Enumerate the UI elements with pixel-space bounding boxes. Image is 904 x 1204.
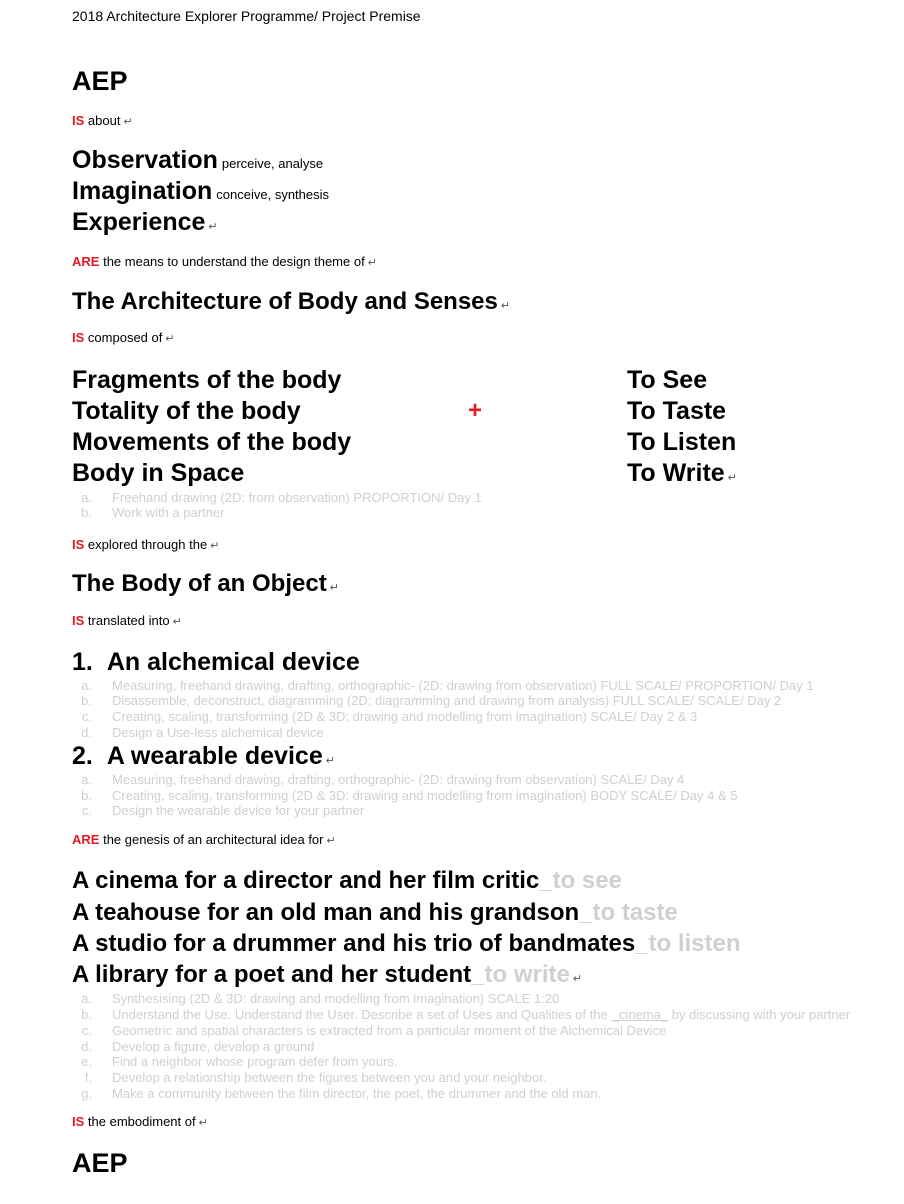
note-item [72,709,697,724]
project-main: A library for a poet and her student [72,961,472,988]
paragraph-mark: ↵ [172,616,182,628]
project-library [72,961,582,989]
triad-word: Experience [72,208,206,236]
triad-observation [72,146,323,175]
paragraph-mark: ↵ [500,300,511,312]
note-item [72,1039,314,1054]
connector-keyword: IS [72,330,85,345]
connector-keyword: ARE [72,832,100,847]
note-item [72,505,224,520]
note-letter: a. [81,678,92,693]
connector-text: composed of [87,330,163,345]
note-text: Develop a relationship between the figures between you and your neighbor. [112,1070,547,1085]
connector-is-about [72,113,133,128]
note-letter: b. [81,788,92,803]
note-item [72,1007,850,1022]
note-item [72,803,364,818]
paragraph-mark: ↵ [123,116,133,128]
note-item [72,1023,666,1038]
project-cinema [72,867,622,895]
note-letter: g. [81,1086,92,1101]
body-item: Fragments of the body [72,366,342,394]
project-ghost: _to listen [635,930,741,957]
paragraph-mark: ↵ [367,257,377,269]
project-main: A teahouse for an old man and his grandson [72,899,580,926]
connector-is-translated [72,613,182,628]
connector-keyword: IS [72,537,85,552]
note-letter: e. [81,1054,92,1069]
note-item [72,693,781,708]
note-text: Measuring, freehand drawing, drafting, orthographic- (2D: drawing from observation) FULL SCALE/ PROPORTION/ Day 1 [112,678,814,693]
project-studio [72,930,741,958]
paragraph-mark: ↵ [727,472,737,484]
note-text: Find a neighbor whose program defer from yours. [112,1054,398,1069]
body-item: Movements of the body [72,428,352,456]
note-text: Creating, scaling, transforming (2D & 3D: drawing and modelling from imagination) BODY SCALE/ Day 4 & 5 [112,788,738,803]
connector-are-means [72,254,377,269]
device-wearable [72,742,335,771]
note-text-tail: by discussing with your partner [668,1007,851,1022]
project-main: A studio for a drummer and his trio of bandmates [72,930,636,957]
connector-is-explored [72,537,219,552]
note-item [72,490,482,505]
connector-keyword: IS [72,113,85,128]
paragraph-mark: ↵ [198,1117,208,1129]
connector-text: explored through the [87,537,208,552]
theme-heading [72,288,510,316]
device-number: 1. [72,648,93,676]
note-letter: a. [81,772,92,787]
document-header: 2018 Architecture Explorer Programme/ Project Premise [72,8,421,24]
connector-are-genesis [72,832,336,847]
note-letter: d. [81,725,92,740]
note-text: Measuring, freehand drawing, drafting, orthographic- (2D: drawing from observation) SCALE/ Day 4 [112,772,685,787]
triad-sub: conceive, synthesis [216,187,330,202]
triad-word: Observation [72,146,218,174]
device-title: A wearable device [106,742,323,770]
note-text: Freehand drawing (2D: from observation) PROPORTION/ Day 1 [112,490,482,505]
connector-keyword: IS [72,1114,85,1129]
connector-text: about [87,113,121,128]
connector-is-embodiment [72,1114,208,1129]
note-letter: b. [81,693,92,708]
note-text: Understand the Use. Understand the User. Describe a set of Uses and Qualities of the [112,1007,608,1022]
note-text: Design a Use-less alchemical device [112,725,324,740]
device-number: 2. [72,742,93,770]
note-letter: a. [81,991,92,1006]
note-underlined: _cinema_ [611,1007,669,1022]
note-item [72,991,559,1006]
note-text: Design the wearable device for your partner [112,803,365,818]
body-item: Totality of the body [72,397,301,425]
project-ghost: _to see [539,867,622,894]
triad-imagination [72,177,329,206]
note-item [72,772,684,787]
paragraph-mark: ↵ [210,540,220,552]
note-text: Synthesising (2D & 3D: drawing and modelling from imagination) SCALE 1:20 [112,991,560,1006]
note-item [72,678,814,693]
note-text: Make a community between the film director, the poet, the drummer and the old man. [112,1086,602,1101]
project-teahouse [72,899,678,927]
connector-keyword: IS [72,613,85,628]
note-letter: b. [81,505,92,520]
triad-word: Imagination [72,177,213,205]
note-letter: a. [81,490,92,505]
title-aep-closing: AEP [72,1148,128,1178]
note-text: Geometric and spatial characters is extracted from a particular moment of the Alchemical Device [112,1023,667,1038]
paragraph-mark: ↵ [165,333,175,345]
sense-item: To Taste [627,397,727,425]
note-item [72,788,738,803]
plus-sign: + [468,397,483,424]
note-text: Disassemble, deconstruct, diagramming (2D: diagramming and drawing from analysis) FULL SCALE/ SCALE/ Day 2 [112,693,782,708]
object-text: The Body of an Object [72,570,327,597]
theme-text: The Architecture of Body and Senses [72,288,498,315]
note-item [72,1054,397,1069]
triad-experience [72,208,218,237]
note-letter: b. [81,1007,92,1022]
paragraph-mark: ↵ [572,973,583,985]
connector-is-composed [72,330,175,345]
paragraph-mark: ↵ [329,582,339,594]
body-item: Body in Space [72,459,245,487]
paragraph-mark: ↵ [325,755,335,767]
connector-text: the genesis of an architectural idea for [103,832,324,847]
note-letter: d. [81,1039,92,1054]
note-item [72,1086,601,1101]
project-ghost: _to taste [579,899,678,926]
connector-text: translated into [87,613,170,628]
sense-text: To Write [627,459,725,487]
note-item [72,725,324,740]
project-main: A cinema for a director and her film critic [72,867,540,894]
sense-item: To Listen [627,428,737,456]
note-text: Work with a partner [112,505,225,520]
note-letter: c. [81,803,92,818]
note-letter: f. [84,1070,92,1085]
note-text: Creating, scaling, transforming (2D & 3D: drawing and modelling from imagination) SCALE/ Day 2 & 3 [112,709,698,724]
title-aep: AEP [72,66,128,96]
connector-text: the embodiment of [87,1114,196,1129]
note-letter: c. [81,709,92,724]
sense-item-write [627,459,737,488]
paragraph-mark: ↵ [326,835,336,847]
project-ghost: _to write [471,961,570,988]
device-title: An alchemical device [106,648,360,676]
device-alchemical [72,648,360,677]
triad-sub: perceive, analyse [221,156,324,171]
note-text: Develop a figure, develop a ground [112,1039,315,1054]
connector-text: the means to understand the design theme of [103,254,365,269]
note-item [72,1070,546,1085]
sense-item: To See [627,366,708,394]
object-heading [72,570,339,598]
connector-keyword: ARE [72,254,100,269]
note-letter: c. [81,1023,92,1038]
paragraph-mark: ↵ [208,221,218,233]
